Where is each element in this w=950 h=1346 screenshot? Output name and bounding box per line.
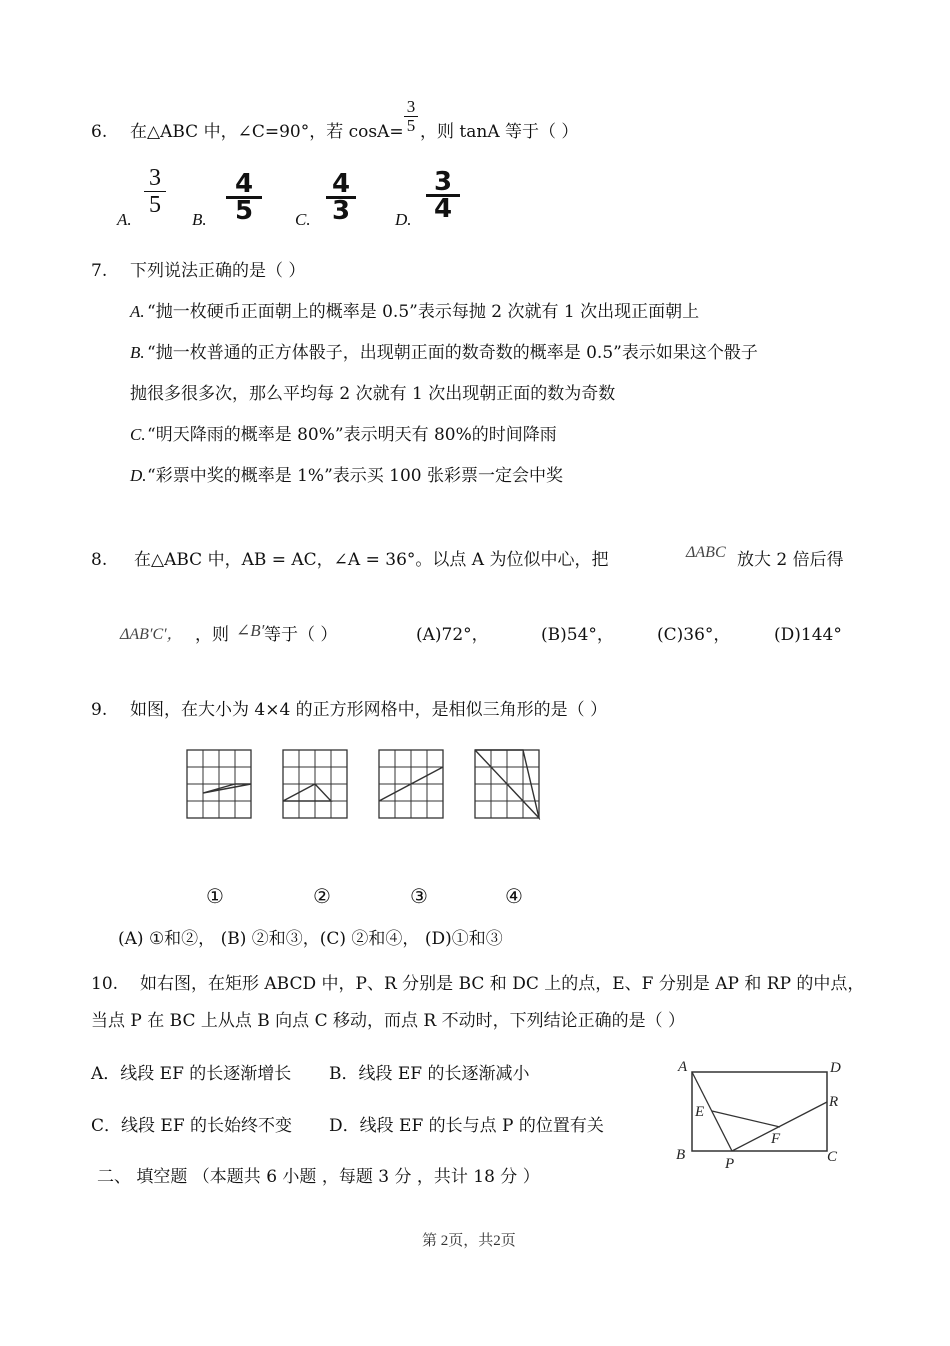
- q10-number: 10.: [91, 974, 119, 994]
- q10-stem-line2: 当点 P 在 BC 上从点 B 向点 C 移动，而点 R 不动时，下列结论正确的是（ ）: [91, 1011, 685, 1031]
- q7-option-c-label: C.: [130, 425, 146, 444]
- q9-answer-options: (A) ①和②， (B) ②和③，(C) ②和④， (D)①和③: [118, 929, 503, 949]
- q8-option-c: (C)36°，: [657, 625, 731, 645]
- segment-ef: [712, 1111, 780, 1127]
- q9-figure-label-1: ①: [206, 884, 224, 908]
- grid-figure-1: [187, 750, 251, 818]
- grid-figure-4: [475, 750, 539, 818]
- q7-stem: 下列说法正确的是（ ）: [130, 261, 306, 281]
- grid-figure-3: [379, 750, 443, 818]
- q7-option-d-label: D.: [130, 466, 147, 485]
- q6-option-d-fraction: 3 4: [426, 170, 460, 221]
- q6-option-b-fraction: 4 5: [226, 172, 262, 223]
- q10-option-b: B．线段 EF 的长逐渐减小: [329, 1064, 530, 1084]
- q8-option-a: (A)72°，: [416, 625, 489, 645]
- q8-stem-part4: 等于（ ）: [264, 625, 338, 645]
- q8-triangle-image: ΔAB′C′，: [120, 626, 183, 643]
- q7-option-b-label: B.: [130, 343, 145, 362]
- q9-number: 9.: [91, 700, 108, 720]
- q8-stem-part1: 在△ABC 中，AB = AC，∠A = 36°。以点 A 为位似中心，把: [134, 550, 609, 570]
- label-b: B: [676, 1147, 686, 1163]
- q7-option-a-text: “抛一枚硬币正面朝上的概率是 0.5”表示每抛 2 次就有 1 次出现正面朝上: [147, 302, 700, 322]
- q6-number: 6.: [91, 122, 108, 142]
- label-a: A: [678, 1059, 688, 1075]
- q9-figure-label-2: ②: [313, 884, 331, 908]
- q10-option-c: C．线段 EF 的长始终不变: [91, 1116, 293, 1136]
- grid-figure-2: [283, 750, 347, 818]
- q6-option-d-label: D.: [395, 210, 412, 229]
- q8-number: 8.: [91, 550, 108, 570]
- section-2-heading: 二、 填空题 （本题共 6 小题 ，每题 3 分 ，共计 18 分 ）: [97, 1167, 540, 1187]
- label-c: C: [827, 1149, 838, 1165]
- q7-option-a-label: A.: [130, 302, 145, 321]
- q8-stem-part2: 放大 2 倍后得: [737, 550, 844, 570]
- q6-cos-fraction: 3 5: [404, 98, 418, 135]
- q10-rectangle-figure: [670, 1055, 850, 1175]
- q8-angle-b: ∠B′: [236, 621, 265, 640]
- q7-option-d-text: “彩票中奖的概率是 1%”表示买 100 张彩票一定会中奖: [147, 466, 564, 486]
- q10-stem-line1: 如右图，在矩形 ABCD 中，P、R 分别是 BC 和 DC 上的点，E、F 分别是 AP 和 RP 的中点，: [140, 974, 865, 994]
- q6-option-c-fraction: 4 3: [326, 172, 356, 223]
- q6-option-a-fraction: 3 5: [144, 165, 166, 218]
- q6-stem-part1: 在△ABC 中，∠C=90°，若 cosA=: [130, 122, 404, 142]
- q9-figure-label-4: ④: [505, 884, 523, 908]
- q6-option-b-label: B.: [192, 210, 207, 229]
- q8-option-b: (B)54°，: [541, 625, 614, 645]
- label-e: E: [695, 1104, 705, 1120]
- q6-option-a-label: A.: [117, 210, 132, 229]
- label-p: P: [725, 1156, 735, 1172]
- q10-option-a: A．线段 EF 的长逐渐增长: [91, 1064, 292, 1084]
- q8-triangle-abc: ΔABC: [686, 544, 726, 561]
- q6-option-c-label: C.: [295, 210, 311, 229]
- q7-option-c-text: “明天降雨的概率是 80%”表示明天有 80%的时间降雨: [147, 425, 557, 445]
- q9-stem: 如图，在大小为 4×4 的正方形网格中，是相似三角形的是（ ）: [130, 700, 608, 720]
- q10-option-d: D．线段 EF 的长与点 P 的位置有关: [329, 1116, 604, 1136]
- q6-stem-part2: ，则 tanA 等于（ ）: [420, 122, 579, 142]
- q7-number: 7.: [91, 261, 108, 281]
- label-d: D: [830, 1060, 841, 1076]
- q8-option-d: (D)144°: [774, 625, 842, 645]
- page-footer: 第 2页，共2页: [422, 1233, 516, 1249]
- q9-figure-label-3: ③: [410, 884, 428, 908]
- q7-option-b-text: “抛一枚普通的正方体骰子，出现朝正面的数奇数的概率是 0.5”表示如果这个骰子: [147, 343, 758, 363]
- q9-grid-figures: [180, 745, 550, 820]
- q7-option-b-text-cont: 抛很多很多次，那么平均每 2 次就有 1 次出现朝正面的数为奇数: [130, 384, 616, 404]
- label-f: F: [771, 1131, 781, 1147]
- label-r: R: [829, 1094, 839, 1110]
- q8-stem-part3: ，则: [195, 625, 229, 645]
